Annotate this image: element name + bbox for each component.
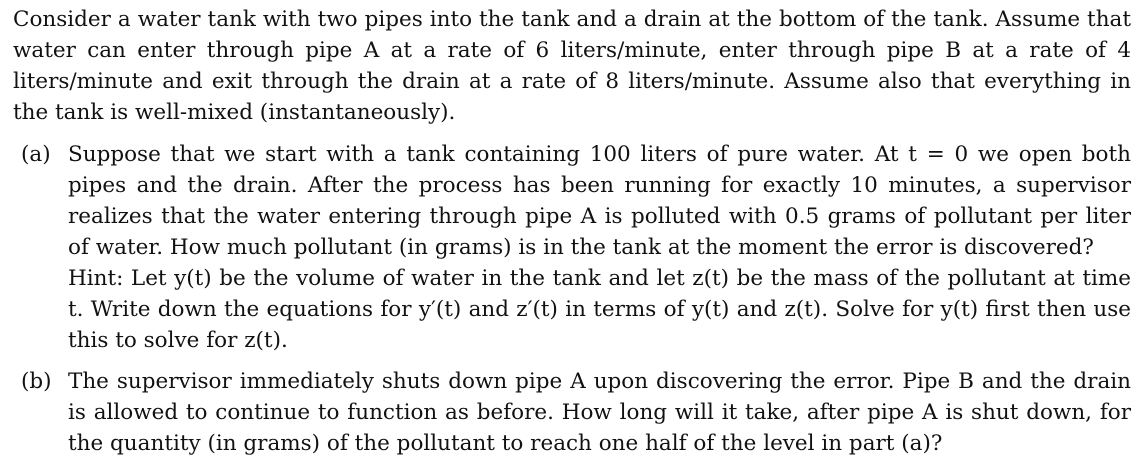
part-a-label: (a) xyxy=(21,142,51,167)
part-a-text: Suppose that we start with a tank containing 100 liters of pure water. At t = 0 we open both pipes and the drain. After the process has been running for exactly 10 minutes, a supervisor realizes that the water entering through pipe A is polluted with 0.5 grams of pollutant per liter of water. How much pollutant (in grams) is in the tank at the moment the error is discovered? xyxy=(68,142,1131,260)
part-b-text: The supervisor immediately shuts down pipe A upon discovering the error. Pipe B and the drain is allowed to continue to function as before. How long will it take, after pipe A is shut down, for the quantity (in grams) of the pollutant to reach one half of the level in part (a)? xyxy=(68,369,1131,456)
part-a-hint: Hint: Let y(t) be the volume of water in the tank and let z(t) be the mass of the pollutant at time t. Write down the equations for y′(t) and z′(t) in terms of y(t) and z(t). Solve for y(t) first then use this to solve for z(t). xyxy=(68,266,1131,353)
part-b-label: (b) xyxy=(21,369,52,394)
problem-parts-list xyxy=(13,139,1131,459)
part-a xyxy=(13,139,1131,356)
problem-intro: Consider a water tank with two pipes into the tank and a drain at the bottom of the tank. Assume that water can enter through pipe A at a rate of 6 liters/minute, enter through pipe B at a rate of 4 liters/minute and exit through the drain at a rate of 8 liters/minute. Assume also that everything in the tank is well-mixed (instantaneously). xyxy=(13,7,1131,125)
part-b xyxy=(13,366,1131,459)
